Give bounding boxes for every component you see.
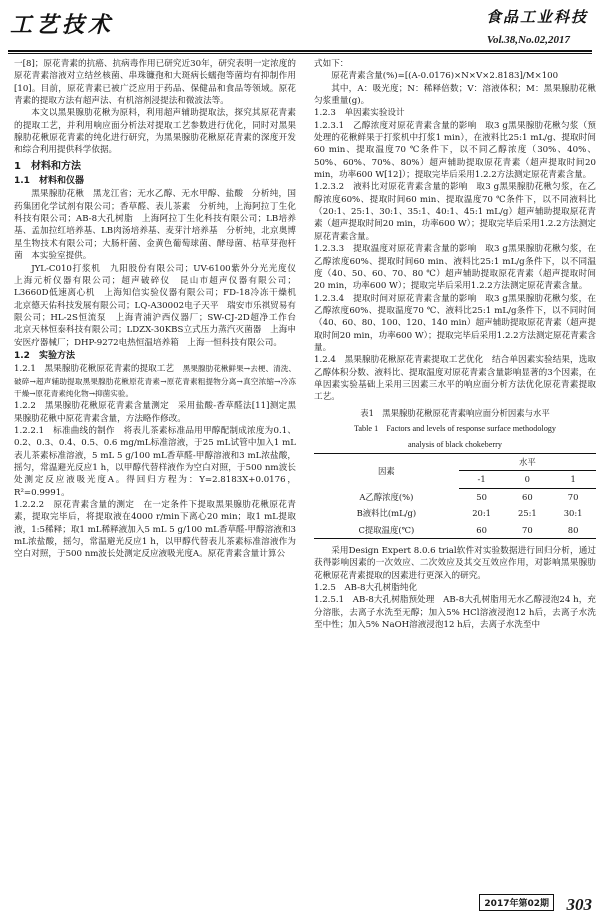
header-rule-thin: [8, 53, 592, 54]
s1231-block: [314, 120, 596, 182]
s122-text: 采用盐酸-香草醛法[11]测定黑果腺肋花楸中原花青素含量，方法略作修改。: [14, 401, 296, 424]
section-1-heading: 1 材料和方法: [14, 160, 81, 172]
table-cell: 50: [476, 491, 487, 502]
s1222-text: 在一定条件下提取黑果腺肋花楸原花青素，提取完毕后，将提取液在4000 r/min下离心20 min；取1 mL提取液，1:5稀释；取1 mL稀释液加入5 mL 5 g/100 mL香草醛-甲醇溶液和3 mL浓盐酸，摇匀，常温避光反应1 h，以甲醇代替表儿茶素标准溶液作为空白对照，于500 nm波长处测定反应液吸光度A。原花青素含量计算公: [14, 500, 296, 560]
s1234-text: 取3 g黑果腺肋花楸匀浆，在乙醇浓度60%、提取温度70 ℃、液料比25:1 mL/g条件下，以不同时间（40、60、80、100、120、140 min）超声辅助提取原花青素（超声提取时间20 min，功率600 W）；提取完毕后采用1.2.2方法测定原花青素含量。: [314, 293, 596, 353]
s1234-title: 1.2.3.4 提取时间对原花青素含量的影响: [314, 293, 477, 304]
table-cell: 25:1: [517, 508, 537, 519]
table-cell: 70: [567, 491, 579, 502]
s1233-text: 取3 g黑果腺肋花楸匀浆，在乙醇浓度60%、提取时间60 min、液料比25:1 mL/g条件下，以不同温度（40、50、60、70、80 ℃）超声辅助提取原花青素（超声提取时间20 min，功率600 W）；提取完毕后采用1.2.2方法测定原花青素含量。: [314, 244, 596, 292]
intro-paragraph-2: 本文以黑果腺肋花楸为原料，利用超声辅助提取法，探究其原花青素的提取工艺，并利用响应面分析法对提取工艺参数进行优化，同时对黑果腺肋花楸原花青素的纯化进行研究，为黑果腺肋花楸原花青素的深度开发和综合利用提供科学依据。: [14, 108, 296, 156]
s1222-title: 1.2.2.2 原花青素含量的测定: [14, 500, 135, 511]
formula-variables: 其中，A：吸光度；N：稀释倍数；V：溶液体积；M：黑果腺肋花楸匀浆重量(g)。: [314, 83, 596, 107]
factor-level-table: [314, 453, 596, 539]
table-cell: 70: [504, 522, 550, 539]
s1231-text: 取3 g黑果腺肋花楸匀浆（预处理的花楸鲜果于打浆机中打浆1 min），在液料比25:1 mL/g、提取时间60 min、提取温度70 ℃条件下，以不同乙醇浓度（30%、40%、50%、60%、70%、80%）超声辅助提取原花青素（超声提取时间20 min，功率600 W[12]）；提取完毕后采用1.2.2方法测定原花青素含量。: [314, 120, 596, 181]
section-1-2-3-heading: 1.2.3 单因素实验设计: [314, 108, 405, 119]
s124-text: 结合单因素实验结果，选取乙醇体积分数、液料比、提取温度对原花青素含量影响显著的3个因素，在单因素实验基础上采用三因素三水平的响应面分析方法优化原花青素提取工艺。: [314, 355, 596, 403]
s122-title: 1.2.2 黑果腺肋花楸原花青素含量测定: [14, 401, 169, 412]
table-cell: 20:1: [472, 508, 491, 519]
table-cell: 60: [522, 491, 533, 502]
s1222-block: [14, 499, 296, 561]
table-cell: 60: [459, 522, 505, 539]
table-factor-name: C提取温度(℃): [314, 522, 459, 539]
s121-title: 1.2.1 黑果腺肋花楸原花青素的提取工艺: [14, 364, 175, 375]
table-level-header: -1: [459, 471, 505, 488]
s1221-title: 1.2.2.1 标准曲线的制作: [14, 425, 115, 436]
s1233-block: [314, 243, 596, 292]
journal-volume: Vol.38,No.02,2017: [486, 34, 570, 46]
table-factor-name: B液料比(mL/g): [356, 508, 417, 519]
s124-title: 1.2.4 黑果腺肋花楸原花青素提取工艺优化: [314, 355, 484, 366]
materials-paragraph: 黑果腺肋花楸 黑龙江省；无水乙醇、无水甲醇、盐酸 分析纯，国药集团化学试剂有限公司；香草醛、表儿茶素 分析纯，上海阿拉丁生化科技有限公司；AB-8大孔树脂 上海阿拉丁生化科技有限公司；LB培养基、孟加拉红培养基、LB肉汤培养基、麦芽汁培养基 分析纯，北京奥博星生物技术有限公司；大肠杆菌、金黄色葡萄球菌、酵母菌、枯草芽孢杆菌 本实验室提供。: [14, 189, 296, 262]
table-cell: 80: [550, 522, 596, 539]
s1232-title: 1.2.3.2 液料比对原花青素含量的影响: [314, 182, 468, 193]
s1251-block: [314, 594, 596, 631]
s124-block: [314, 354, 596, 403]
table-row: [314, 505, 596, 521]
left-column: [14, 58, 305, 561]
table-caption-en-2: analysis of black chokeberry: [408, 439, 502, 449]
table-row: [314, 522, 596, 539]
s1232-block: [314, 181, 596, 243]
journal-section-title: 工艺技术: [10, 12, 115, 38]
table-caption-en-1: Table 1 Factors and levels of response surface methodology: [353, 424, 556, 434]
page-number: 303: [566, 895, 592, 914]
right-column: [314, 58, 596, 631]
formula: 原花青素含量(%)=[(A-0.0176)×N×V×2.8183]/M×100: [331, 71, 559, 82]
s121-flow: 黑果腺肋花楸鲜果→去梗、清洗、破碎→超声辅助提取黑果腺肋花楸原花青素→原花青素粗提物分离→真空浓缩→冷冻干燥→原花青素纯化物→抑菌实验。: [14, 364, 296, 398]
table-caption-cn: 表1 黑果腺肋花楸原花青素响应面分析因素与水平: [360, 407, 550, 418]
s1251-text: AB-8大孔树脂用无水乙醇浸泡24 h，充分溶胀，去离子水洗至无醇；加入5% HCl溶液浸泡12 h后，去离子水洗至中性；加入5% NaOH溶液浸泡12 h后，去离子水洗至中: [314, 595, 596, 630]
table-cell: 30:1: [563, 508, 583, 519]
header-rule-thick: [8, 50, 592, 52]
s1221-text: 将表儿茶素标准品用甲醇配制成浓度为0.1、0.2、0.3、0.4、0.5、0.6 mg/mL标准溶液，于25 mL试管中加入1 mL表儿茶素标准溶液，5 mL 5 g/100 mL香草醛-甲醇溶液和3 mL浓盐酸，摇匀，常温避光反应1 h，以甲醇代替样液作为空白对照，于500 nm波长处测定反应液吸光度A。得回归方程为：Y=2.8183X+0.0176，R²=0.9991。: [14, 425, 296, 498]
section-1-2-heading: 1.2 实验方法: [14, 350, 75, 361]
section-1-1-heading: 1.1 材料和仪器: [14, 176, 84, 187]
s1231-title: 1.2.3.1 乙醇浓度对原花青素含量的影响: [314, 120, 477, 131]
journal-name: 食品工业科技: [485, 8, 588, 26]
s1221-block: [14, 425, 296, 499]
s1233-title: 1.2.3.3 提取温度对原花青素含量的影响: [314, 244, 477, 255]
instruments-paragraph: JYL-C010打浆机 九阳股份有限公司；UV-6100紫外分光光度仪 上海元析仪器有限公司；超声破碎仪 昆山市超声仪器有限公司；L3660D低速离心机 上海知信实验仪器有限公司；FD-18冷冻干燥机 北京德天佑科技发展有限公司；LQ-A30002电子天平 瑞安市乐祺贸易有限公司；HL-2S恒流泵 上海青浦沪西仪器厂；SW-CJ-2D超净工作台 北京天林恒泰科技有限公司；LDZX-30KBS立式压力蒸汽灭菌器 上海申安医疗器械厂；DHP-9272电热恒温培养箱 上海一恒科技有限公司。: [14, 263, 305, 348]
table-header-level: 水平: [459, 454, 596, 471]
s1234-block: [314, 293, 596, 355]
s1251-title: 1.2.5.1 AB-8大孔树脂预处理: [314, 595, 435, 606]
table-row: [314, 488, 596, 505]
table-level-header: 0: [504, 471, 550, 488]
s1232-text: 取3 g黑果腺肋花楸匀浆，在乙醇浓度60%、提取时间60 min、提取温度70 ℃条件下，以不同液料比（20:1、25:1、30:1、35:1、40:1、45:1 mL/g）超声辅助提取原花青素（超声提取时间20 min，功率600 W）；提取完毕后采用1.2.2方法测定原花青素含量。: [314, 182, 596, 242]
table-header-factor: 因素: [314, 454, 459, 489]
s122-block: [14, 400, 296, 425]
after-table-paragraph: 采用Design Expert 8.0.6 trial软件对实验数据进行回归分析，通过获得影响因素的一次效应、二次效应及其交互效应作用，对影响黑果腺肋花楸原花青素提取的因素进行更深入的研究。: [314, 545, 596, 581]
table-level-header: 1: [550, 471, 596, 488]
formula-intro: 式如下：: [314, 59, 349, 69]
intro-continuation: 一[8]；原花青素的抗癌、抗病毒作用已研究近30年，研究表明一定浓度的原花青素溶液对立结丝核菌、串珠镰孢和大斑病长蠕孢等菌均有抑制作用[10]。目前，原花青素已被广泛应用于药品、保健品和食品等领域。原花青素的提取方法有超声法、有机溶剂浸提法和微波法等。: [14, 59, 296, 107]
issue-label: 2017年第02期: [479, 894, 554, 911]
s121-block: [14, 363, 296, 400]
table-factor-name: A乙醇浓度(%): [359, 491, 414, 502]
section-1-2-5-heading: 1.2.5 AB-8大孔树脂纯化: [314, 582, 418, 593]
